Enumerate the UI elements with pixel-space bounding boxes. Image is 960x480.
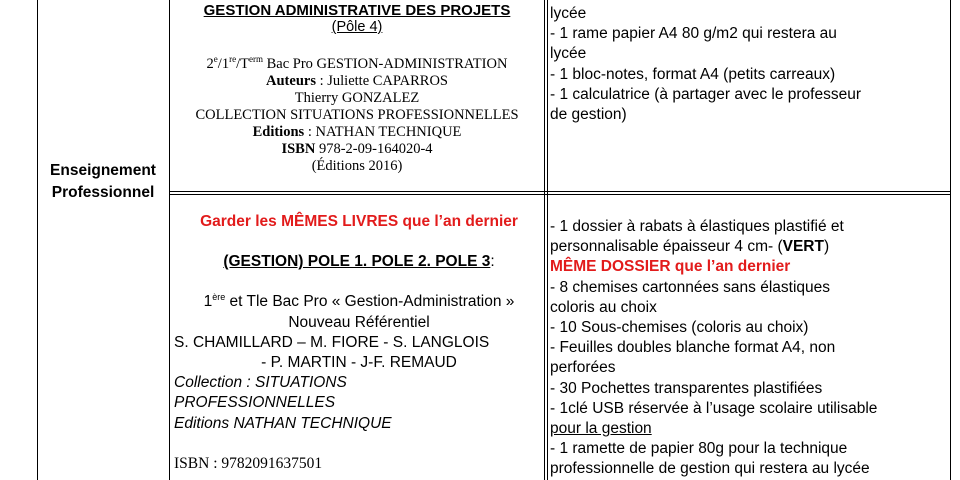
book-isbn: ISBN : 9782091637501 — [174, 454, 323, 472]
supply-line: - 10 Sous-chemises (coloris au choix) — [550, 319, 809, 337]
supply-line: personnalisable épaisseur 4 cm- (VERT) — [550, 238, 830, 256]
supply-line: - 1 rame papier A4 80 g/m2 qui restera au — [550, 25, 837, 43]
supply-line: professionnelle de gestion qui restera au lycée — [550, 460, 870, 478]
book-title: GESTION ADMINISTRATIVE DES PROJETS — [203, 2, 511, 19]
supply-line: coloris au choix — [550, 298, 657, 316]
section-label — [38, 160, 168, 204]
section-label-line1: Enseignement — [50, 162, 156, 179]
row-divider-a — [169, 191, 951, 192]
book-collection-2: PROFESSIONNELLES — [174, 394, 336, 412]
supply-line: - 1 dossier à rabats à élastiques plastifié et — [550, 218, 844, 235]
bottom-book-reference — [174, 212, 544, 474]
book-collection-1: Collection : SITUATIONS — [174, 374, 347, 392]
supply-line: lycée — [550, 5, 587, 22]
column-divider-2a — [544, 0, 545, 480]
book-authors: Auteurs : Juliette CAPARROS — [266, 73, 448, 89]
supply-line: - 8 chemises cartonnées sans élastiques — [550, 278, 831, 296]
book-authors-2: - P. MARTIN - J-F. REMAUD — [261, 354, 457, 372]
book-editions: Editions : NATHAN TECHNIQUE — [252, 124, 462, 140]
section-label-line2: Professionnel — [51, 184, 155, 201]
top-book-reference — [170, 0, 544, 175]
top-supplies-list — [550, 4, 950, 125]
book-levels: $2e/1re/T^{erm}$ Bac Pro GESTION-ADMINISTRATION — [206, 54, 508, 72]
book-level: 1ère et Tle Bac Pro « Gestion-Administration » — [203, 292, 515, 311]
supply-line: - 1 ramette de papier 80g pour la technique — [550, 440, 848, 458]
book-referential: Nouveau Référentiel — [288, 313, 430, 331]
supply-line: - 1 calculatrice (à partager avec le professeur — [550, 85, 862, 103]
column-divider-2b — [547, 0, 548, 480]
supply-line: - 1clé USB réservée à l’usage scolaire utilisable — [550, 399, 878, 417]
keep-books-notice: Garder les MÊMES LIVRES que l’an dernier — [200, 213, 518, 230]
supply-line: de gestion) — [550, 106, 627, 124]
supply-line: - Feuilles doubles blanche format A4, non — [550, 339, 836, 357]
supply-line: - 30 Pochettes transparentes plastifiées — [550, 379, 823, 397]
bottom-supplies-list — [550, 217, 950, 480]
table-border-left — [37, 0, 38, 480]
poles-heading: (GESTION) POLE 1. POLE 2. POLE 3: — [223, 253, 495, 271]
book-edition-year: (Éditions 2016) — [311, 158, 403, 174]
book-collection: COLLECTION SITUATIONS PROFESSIONNELLES — [195, 107, 519, 123]
book-isbn: ISBN 978-2-09-164020-4 — [281, 141, 433, 157]
book-pole: (Pôle 4) — [331, 19, 383, 35]
supply-line: - 1 bloc-notes, format A4 (petits carreaux) — [550, 65, 836, 83]
supply-line: pour la gestion — [550, 420, 652, 438]
book-author-2: Thierry GONZALEZ — [294, 90, 420, 106]
table-border-right — [950, 0, 951, 480]
supply-line: perforées — [550, 359, 616, 377]
row-divider-b — [169, 194, 951, 195]
book-authors-1: S. CHAMILLARD – M. FIORE - S. LANGLOIS — [174, 333, 490, 351]
supply-line: lycée — [550, 45, 587, 63]
same-folder-notice: MÊME DOSSIER que l’an dernier — [550, 258, 791, 276]
book-editions: Editions NATHAN TECHNIQUE — [174, 414, 392, 432]
